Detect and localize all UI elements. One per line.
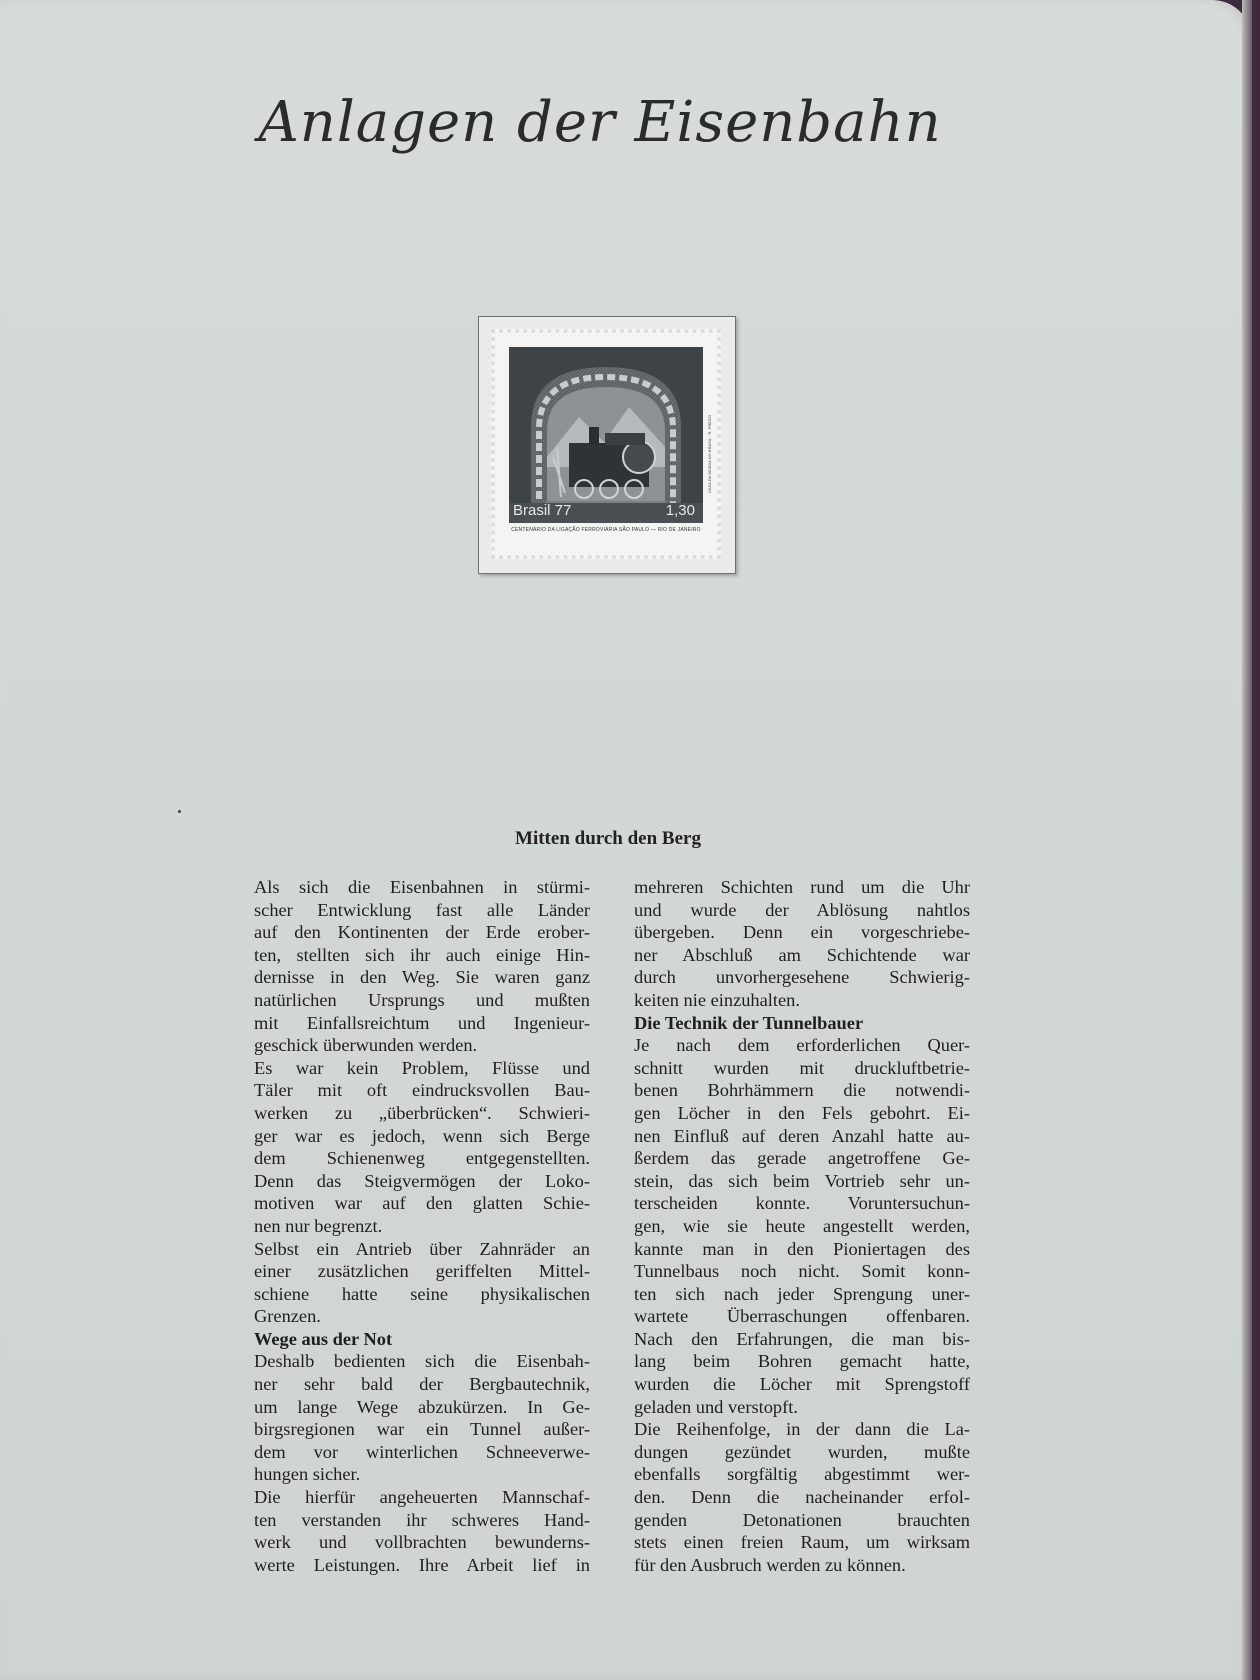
text-line: nen Einfluß auf deren Anzahl hatte au- (634, 1125, 970, 1146)
postage-stamp (491, 329, 721, 559)
stamp-country-year: Brasil 77 (513, 502, 572, 519)
text-line: Die Reihenfolge, in der dann die La- (634, 1419, 970, 1440)
article-heading: Mitten durch den Berg (515, 828, 701, 849)
text-line: dem Schienenweg entgegenstellten. (254, 1148, 590, 1169)
text-line: hungen sicher. (254, 1464, 361, 1485)
tunnel-locomotive-engraving (509, 347, 703, 523)
page-edge (1242, 0, 1252, 1680)
text-line: schnitt wurden mit druckluftbetrie- (634, 1057, 970, 1078)
text-line: durch unvorhergesehene Schwierig- (634, 967, 970, 988)
text-line: um lange Wege abzukürzen. In Ge- (254, 1396, 590, 1417)
text-line: terscheiden konnte. Voruntersuchun- (634, 1193, 970, 1214)
stamp-side-imprint: CASA DA MOEDA DO BRASIL · R. PREZZI (707, 415, 712, 493)
text-line: natürlichen Ursprungs und mußten (254, 989, 590, 1010)
text-line: Selbst ein Antrieb über Zahnräder an (254, 1238, 590, 1259)
text-line: geladen und verstopft. (634, 1396, 798, 1417)
text-line: dernisse in den Weg. Sie waren ganz (254, 967, 590, 988)
text-line: ten, stellten sich ihr auch einige Hin- (254, 944, 590, 965)
text-line: einer zusätzlichen geriffelten Mittel- (254, 1261, 590, 1282)
text-line: wurden die Löcher mit Sprengstoff (634, 1374, 970, 1395)
text-line: Täler mit oft eindrucksvollen Bau- (254, 1080, 590, 1101)
text-line: Es war kein Problem, Flüsse und (254, 1057, 590, 1078)
text-line: ten sich nach jeder Sprengung uner- (634, 1283, 970, 1304)
text-line: Tunnelbaus noch nicht. Somit konn- (634, 1261, 970, 1282)
text-line: nen nur begrenzt. (254, 1215, 383, 1236)
text-line: genden Detonationen brauchten (634, 1509, 970, 1530)
text-line: benen Bohrhämmern die notwendi- (634, 1080, 970, 1101)
stamp-artwork-locomotive-tunnel (509, 347, 703, 523)
text-line: keiten nie einzuhalten. (634, 989, 800, 1010)
text-line: werk und vollbrachten bewunderns- (254, 1532, 590, 1553)
stamp-mount (478, 316, 736, 574)
text-line: werken zu „überbrücken“. Schwieri- (254, 1102, 590, 1123)
text-line: lang beim Bohren gemacht hatte, (634, 1351, 970, 1372)
text-line: und wurde der Ablösung nahtlos (634, 899, 970, 920)
text-line: ßerdem das gerade angetroffene Ge- (634, 1148, 970, 1169)
text-line: den. Denn die nacheinander erfol- (634, 1487, 970, 1508)
text-line: Denn das Steigvermögen der Loko- (254, 1170, 590, 1191)
text-line: Als sich die Eisenbahnen in stürmi- (254, 877, 590, 897)
text-line: schiene hatte seine physikalischen (254, 1283, 590, 1304)
page-speck (178, 810, 181, 813)
text-line: wartete Überraschungen offenbaren. (634, 1306, 970, 1327)
text-line: kannte man in den Pioniertagen des (634, 1238, 970, 1259)
text-line: mit Einfallsreichtum und Ingenieur- (254, 1012, 590, 1033)
text-line: motiven war auf den glatten Schie- (254, 1193, 590, 1214)
text-line: ger war es jedoch, wenn sich Berge (254, 1125, 590, 1146)
text-line: auf den Kontinenten der Erde erober- (254, 922, 590, 943)
article-subheading: Die Technik der Tunnelbauer (634, 1012, 864, 1033)
text-line: mehreren Schichten rund um die Uhr (634, 877, 970, 897)
text-line: geschick überwunden werden. (254, 1035, 478, 1056)
text-line: Je nach dem erforderlichen Quer- (634, 1035, 970, 1056)
article-column-right (634, 876, 970, 1576)
text-line: gen Löcher in den Fels gebohrt. Ei- (634, 1102, 970, 1123)
article-column-left (254, 876, 590, 1576)
text-line: ten verstanden ihr schweres Hand- (254, 1509, 590, 1530)
text-line: ner sehr bald der Bergbautechnik, (254, 1374, 590, 1395)
text-line: stein, das sich beim Vortrieb sehr un- (634, 1170, 970, 1191)
text-line: scher Entwicklung fast alle Länder (254, 899, 590, 920)
text-line: für den Ausbruch werden zu können. (634, 1554, 906, 1575)
stamp-caption: CENTENÁRIO DA LIGAÇÃO FERROVIÁRIA SÃO PAULO — RIO DE JANEIRO (511, 527, 701, 533)
text-line: Grenzen. (254, 1306, 321, 1327)
text-line: übergeben. Denn ein vorgeschriebe- (634, 922, 970, 943)
page-title: Anlagen der Eisenbahn (258, 90, 942, 155)
text-line: Nach den Erfahrungen, die man bis- (634, 1328, 970, 1349)
text-line: werte Leistungen. Ihre Arbeit lief in (254, 1554, 590, 1575)
text-line: Die hierfür angeheuerten Mannschaf- (254, 1487, 590, 1508)
text-line: gen, wie sie heute angestellt werden, (634, 1215, 970, 1236)
stamp-face-value: 1,30 (665, 502, 695, 519)
text-line: stets einen freien Raum, um wirksam (634, 1532, 970, 1553)
article-subheading: Wege aus der Not (254, 1328, 393, 1349)
text-line: dem vor winterlichen Schneeverwe- (254, 1441, 590, 1462)
text-line: birgsregionen war ein Tunnel außer- (254, 1419, 590, 1440)
text-line: ebenfalls sorgfältig abgestimmt wer- (634, 1464, 970, 1485)
text-line: ner Abschluß am Schichtende war (634, 944, 970, 965)
text-line: Deshalb bedienten sich die Eisenbah- (254, 1351, 590, 1372)
text-line: dungen gezündet wurden, mußte (634, 1441, 970, 1462)
